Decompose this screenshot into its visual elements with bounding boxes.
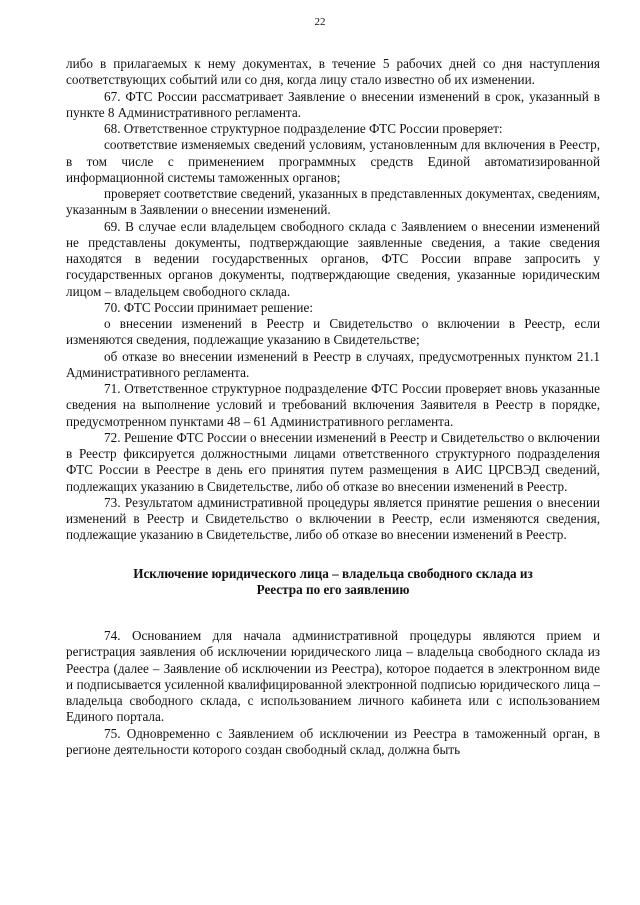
paragraph-72: 72. Решение ФТС России о внесении изменений в Реестр и Свидетельство о включении в Реестр фиксируется должностными лицами ответственного структурного подразделения ФТС России в Реестре в день его принятия путем размещения в АИС ЦРСВЭД сведений, подлежащих указанию в Свидетельстве, либо об отказе во внесении изменений в Реестр. xyxy=(66,429,600,494)
paragraph-68-item-1: соответствие изменяемых сведений условиям, установленным для включения в Реестр, в том числе с применением программных средств Единой автоматизированной информационной системы таможенных органов; xyxy=(66,137,600,185)
section-heading-line-1: Исключение юридического лица – владельца свободного склада из xyxy=(133,565,533,581)
paragraph-71: 71. Ответственное структурное подразделение ФТС России проверяет вновь указанные сведения на выполнение условий и требований включения Заявителя в Реестр в порядке, предусмотренном пунктами 48 – 61 Административного регламента. xyxy=(66,381,600,429)
document-body xyxy=(66,56,600,758)
paragraph-66-continued: либо в прилагаемых к нему документах, в течение 5 рабочих дней со дня наступления соответствующих событий или со дня, когда лицу стало известно об их изменении. xyxy=(66,56,600,88)
paragraph-70: 70. ФТС России принимает решение: xyxy=(104,299,313,315)
paragraph-70-item-2: об отказе во внесении изменений в Реестр в случаях, предусмотренных пунктом 21.1 Административного регламента. xyxy=(66,348,600,380)
paragraph-70-item-1: о внесении изменений в Реестр и Свидетельство о включении в Реестр, если изменяются сведения, подлежащие указанию в Свидетельстве; xyxy=(66,316,600,348)
section-heading xyxy=(66,566,600,599)
paragraph-74: 74. Основанием для начала административной процедуры являются прием и регистрация заявления об исключении юридического лица – владельца свободного склада из Реестра (далее – Заявление об исключении из Реестра), которое подается в электронном виде и подписывается усиленной квалифицированной электронной подписью юридического лица – владельца свободного склада, с использованием личного кабинета или с использованием Единого портала. xyxy=(66,628,600,725)
page-number: 22 xyxy=(314,16,326,28)
paragraph-69: 69. В случае если владельцем свободного склада с Заявлением о внесении изменений не представлены документы, подтверждающие заявленные сведения, а такие сведения находятся в ведении государственных органов, ФТС России вправе запросить у государственных органов документы, подтверждающие сведения, указанные юридическим лицом – владельцем свободного склада. xyxy=(66,218,600,299)
paragraph-75: 75. Одновременно с Заявлением об исключении из Реестра в таможенный орган, в регионе деятельности которого создан свободный склад, должна быть xyxy=(66,725,600,757)
section-heading-line-2: Реестра по его заявлению xyxy=(256,581,410,597)
paragraph-73: 73. Результатом административной процедуры является принятие решения о внесении изменений в Реестр и Свидетельство о включении в Реестр, если изменяются сведения, подлежащие указанию в Свидетельстве, либо об отказе во внесении изменений в Реестр. xyxy=(66,494,600,543)
paragraph-68: 68. Ответственное структурное подразделение ФТС России проверяет: xyxy=(104,121,503,136)
paragraph-67: 67. ФТС России рассматривает Заявление о внесении изменений в срок, указанный в пункте 8 Административного регламента. xyxy=(66,88,600,120)
paragraph-68-item-2: проверяет соответствие сведений, указанных в представленных документах, сведениям, указанным в Заявлении о внесении изменений. xyxy=(66,186,600,218)
